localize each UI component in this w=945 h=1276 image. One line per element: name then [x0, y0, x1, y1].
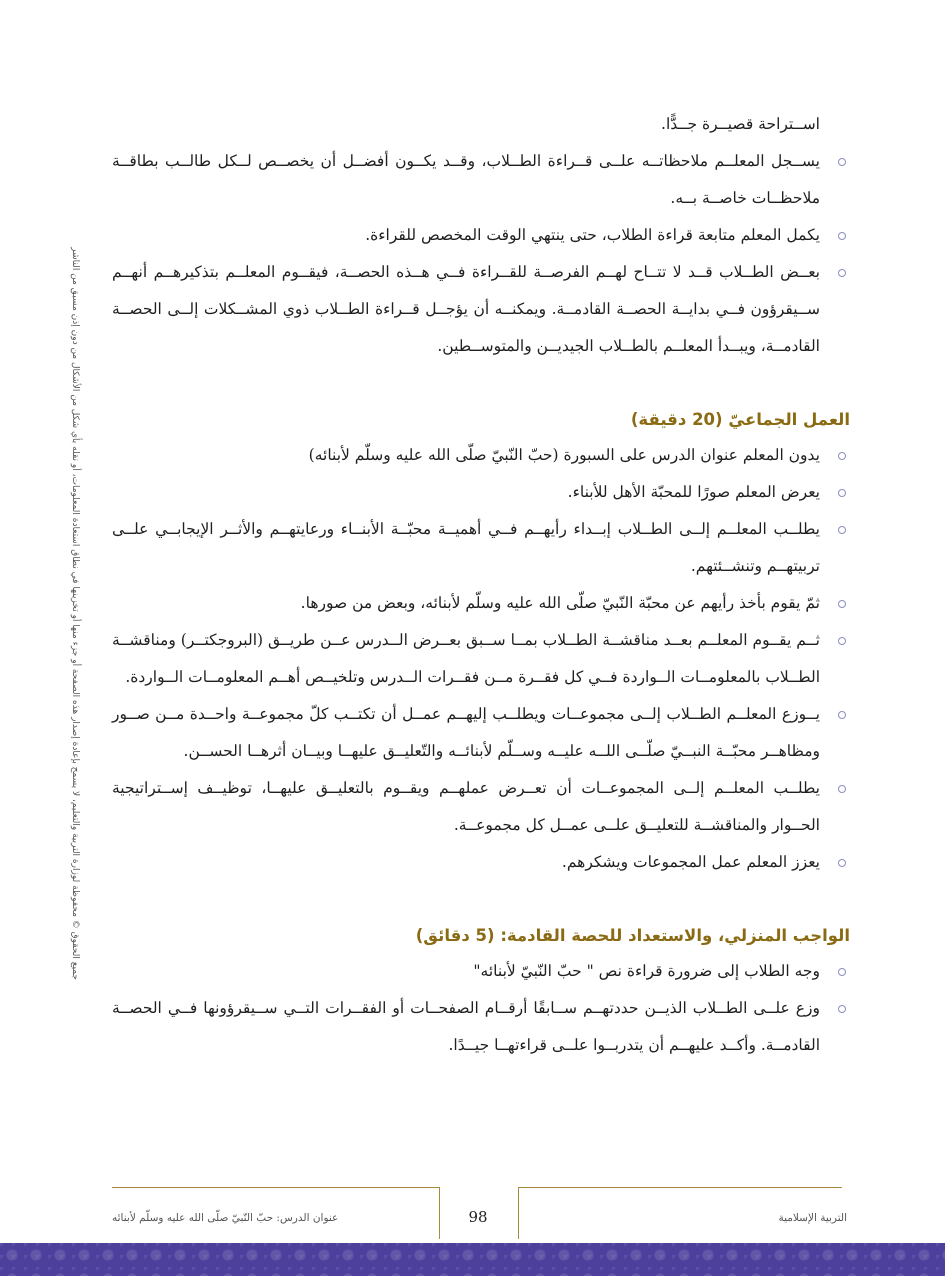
list-item: يدون المعلم عنوان الدرس على السبورة (حبّ النّبيّ صلّى الله عليه وسلّم لأبنائه): [112, 437, 850, 474]
list-item: ثــم يقــوم المعلــم بعــد مناقشــة الطــلاب بمــا ســبق بعــرض الــدرس عــن طريــق (البروجكتــر) ومناقشــة الطــلاب بالمعلومــات الــواردة فــي كل فقــرة مــن فقــرات الــدرس وتلخيــص أهــم المعلومــات الــواردة.: [112, 622, 850, 696]
homework-heading: الواجب المنزلي، والاستعداد للحصة القادمة: (5 دقائق): [415, 926, 850, 945]
circle-bullet-icon: [838, 232, 846, 240]
circle-bullet-icon: [838, 785, 846, 793]
circle-bullet-icon: [838, 526, 846, 534]
circle-bullet-icon: [838, 489, 846, 497]
group-work-list: [112, 437, 850, 881]
circle-bullet-icon: [838, 269, 846, 277]
circle-bullet-icon: [838, 637, 846, 645]
page-number: 98: [468, 1208, 488, 1226]
circle-bullet-icon: [838, 859, 846, 867]
circle-bullet-icon: [838, 452, 846, 460]
circle-bullet-icon: [838, 600, 846, 608]
list-item: وجه الطلاب إلى ضرورة قراءة نص " حبّ النّبيّ لأبنائه": [112, 953, 850, 990]
lesson-content: [112, 106, 850, 1064]
intro-list: [112, 143, 850, 365]
homework-list: [112, 953, 850, 1064]
list-item: يعرض المعلم صورًا للمحبّة الأهل للأبناء.: [112, 474, 850, 511]
list-item: بعــض الطــلاب قــد لا تتــاح لهــم الفرصــة للقــراءة فــي هــذه الحصــة، فيقــوم المعلــم بتذكيرهــم أنهــم ســيقرؤون فــي بدايــة الحصــة القادمــة. ويمكنــه أن يؤجــل قــراءة الطــلاب ذوي المشــكلات إلــى الحصــة القادمــة، ويبــدأ المعلــم بالطــلاب الجيديــن والمتوســطين.: [112, 254, 850, 365]
list-item: يكمل المعلم متابعة قراءة الطلاب، حتى ينتهي الوقت المخصص للقراءة.: [112, 217, 850, 254]
list-item: يســجل المعلــم ملاحظاتــه علــى قــراءة الطــلاب، وقــد يكــون أفضــل أن يخصــص لــكل طالــب بطاقــة ملاحظــات خاصــة بــه.: [112, 143, 850, 217]
circle-bullet-icon: [838, 711, 846, 719]
list-item: يطلــب المعلــم إلــى الطــلاب إبــداء رأيهــم فــي أهميــة محبّــة الأبنــاء ورعايتهــم والأثــر الإيجابــي علــى تربيتهــم وتنشــئتهم.: [112, 511, 850, 585]
decorative-bottom-band: [0, 1243, 945, 1276]
list-item: يعزز المعلم عمل المجموعات ويشكرهم.: [112, 844, 850, 881]
circle-bullet-icon: [838, 1005, 846, 1013]
continuation-text: اســتراحة قصيــرة جــدًّا.: [661, 115, 820, 133]
footer-subject: التربية الإسلامية: [778, 1212, 847, 1224]
circle-bullet-icon: [838, 158, 846, 166]
list-item: ثمّ يقوم بأخذ رأيهم عن محبّة النّبيّ صلّى الله عليه وسلّم لأبنائه، وبعض من صورها.: [112, 585, 850, 622]
copyright-side-note: جميع الحقوق © محفوظة لوزارة التربية والتعليم، لا يسمح بإعادة إصدار هذه الصفحة أو جزء منها أو تخزينها في نطاق استعادة المعلومات، أو نقله بأي شكل من الأشكال من دون إذن مسبق من الناشر: [70, 247, 80, 980]
footer-lesson-title: عنوان الدرس: حبّ النّبيّ صلّى الله عليه وسلّم لأبنائه: [112, 1212, 339, 1224]
group-work-heading: العمل الجماعيّ (20 دقيقة): [630, 410, 850, 429]
list-item: يطلــب المعلــم إلــى المجموعــات أن تعــرض عملهــم ويقــوم بالتعليــق عليهــا، توظيــف إســتراتيجية الحــوار والمناقشــة للتعليــق علــى عمــل كل مجموعــة.: [112, 770, 850, 844]
circle-bullet-icon: [838, 968, 846, 976]
list-item: وزع علــى الطــلاب الذيــن حددتهــم ســابقًا أرقــام الصفحــات أو الفقــرات التــي ســيقرؤونها فــي الحصــة القادمــة. وأكــد عليهــم أن يتدربــوا علــى قراءتهــا جيــدًا.: [112, 990, 850, 1064]
list-item: يــوزع المعلــم الطــلاب إلــى مجموعــات ويطلــب إليهــم عمــل أن تكتــب كلّ مجموعــة واحــدة مــن صــور ومظاهــر محبّــة النبــيّ صلّــى اللــه عليــه وســلّم لأبنائــه والتّعليــق عليهــا وبيــان أثرهــا الحســن.: [112, 696, 850, 770]
